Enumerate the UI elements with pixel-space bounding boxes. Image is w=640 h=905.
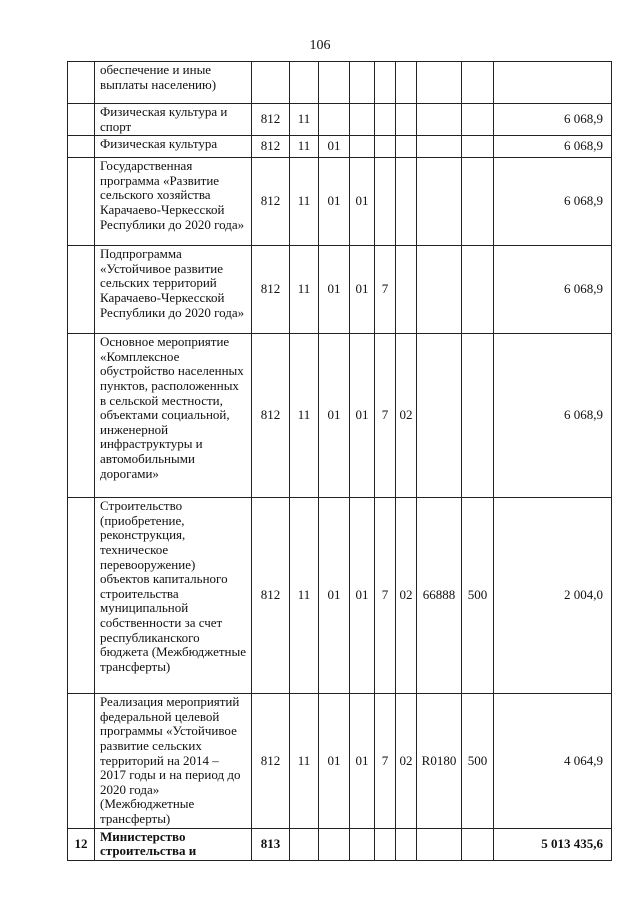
cell-c3: 01 bbox=[319, 694, 350, 828]
cell-c2: 11 bbox=[290, 334, 319, 498]
item-name-cell: Министерство строительства и bbox=[95, 828, 252, 860]
item-name-cell: Подпрограмма «Устойчивое развитие сельских территорий Карачаево-Черкесской Республики до 2020 года» bbox=[95, 246, 252, 334]
item-name-cell: Реализация мероприятий федеральной целевой программы «Устойчивое развитие сельских территорий на 2014 – 2017 годы и на период до 2020 года» (Межбюджетные трансферты) bbox=[95, 694, 252, 828]
amount-cell: 4 064,9 bbox=[494, 694, 612, 828]
cell-c6 bbox=[396, 828, 417, 860]
table-row bbox=[68, 62, 612, 104]
table-row bbox=[68, 828, 612, 860]
cell-c1: 812 bbox=[252, 246, 290, 334]
cell-c4: 01 bbox=[350, 498, 375, 694]
cell-c3: 01 bbox=[319, 334, 350, 498]
cell-c3 bbox=[319, 62, 350, 104]
cell-c8 bbox=[462, 104, 494, 136]
cell-c6: 02 bbox=[396, 334, 417, 498]
cell-c8 bbox=[462, 334, 494, 498]
cell-c4: 01 bbox=[350, 246, 375, 334]
cell-c8 bbox=[462, 136, 494, 158]
cell-c8 bbox=[462, 158, 494, 246]
cell-c4 bbox=[350, 828, 375, 860]
cell-c1: 812 bbox=[252, 104, 290, 136]
cell-c8: 500 bbox=[462, 694, 494, 828]
row-number-cell bbox=[68, 334, 95, 498]
cell-c1: 812 bbox=[252, 334, 290, 498]
cell-c7 bbox=[417, 828, 462, 860]
cell-c7: R0180 bbox=[417, 694, 462, 828]
cell-c7 bbox=[417, 334, 462, 498]
cell-c6: 02 bbox=[396, 498, 417, 694]
cell-c2: 11 bbox=[290, 694, 319, 828]
amount-cell bbox=[494, 62, 612, 104]
amount-cell: 6 068,9 bbox=[494, 246, 612, 334]
amount-cell: 2 004,0 bbox=[494, 498, 612, 694]
cell-c6: 02 bbox=[396, 694, 417, 828]
cell-c7: 66888 bbox=[417, 498, 462, 694]
cell-c1 bbox=[252, 62, 290, 104]
row-number-cell bbox=[68, 498, 95, 694]
row-number-cell bbox=[68, 136, 95, 158]
row-number-cell bbox=[68, 62, 95, 104]
item-name-cell: Строительство (приобретение, реконструкция, техническое перевооружение) объектов капитального строительства муниципальной собственности за счет республиканского бюджета (Межбюджетные трансферты) bbox=[95, 498, 252, 694]
item-name-cell: обеспечение и иные выплаты населению) bbox=[95, 62, 252, 104]
amount-cell: 5 013 435,6 bbox=[494, 828, 612, 860]
cell-c5 bbox=[375, 62, 396, 104]
cell-c2: 11 bbox=[290, 136, 319, 158]
cell-c5 bbox=[375, 158, 396, 246]
table-row bbox=[68, 136, 612, 158]
cell-c7 bbox=[417, 158, 462, 246]
cell-c8 bbox=[462, 246, 494, 334]
cell-c1: 813 bbox=[252, 828, 290, 860]
amount-cell: 6 068,9 bbox=[494, 334, 612, 498]
cell-c6 bbox=[396, 62, 417, 104]
cell-c3: 01 bbox=[319, 246, 350, 334]
cell-c4: 01 bbox=[350, 334, 375, 498]
amount-cell: 6 068,9 bbox=[494, 104, 612, 136]
cell-c5 bbox=[375, 828, 396, 860]
cell-c6 bbox=[396, 246, 417, 334]
cell-c8: 500 bbox=[462, 498, 494, 694]
table-row bbox=[68, 694, 612, 828]
cell-c5: 7 bbox=[375, 334, 396, 498]
row-number-cell bbox=[68, 694, 95, 828]
cell-c4: 01 bbox=[350, 694, 375, 828]
cell-c6 bbox=[396, 136, 417, 158]
cell-c2: 11 bbox=[290, 498, 319, 694]
cell-c5: 7 bbox=[375, 246, 396, 334]
cell-c8 bbox=[462, 828, 494, 860]
item-name-cell: Государственная программа «Развитие сельского хозяйства Карачаево-Черкесской Республики до 2020 года» bbox=[95, 158, 252, 246]
item-name-cell: Основное мероприятие «Комплексное обустройство населенных пунктов, расположенных в сельской местности, объектами социальной, инженерной инфраструктуры и автомобильными дорогами» bbox=[95, 334, 252, 498]
page-number: 106 bbox=[309, 38, 331, 53]
cell-c4 bbox=[350, 136, 375, 158]
row-number-cell bbox=[68, 104, 95, 136]
budget-table bbox=[67, 61, 612, 861]
table-row bbox=[68, 246, 612, 334]
cell-c7 bbox=[417, 104, 462, 136]
cell-c1: 812 bbox=[252, 694, 290, 828]
cell-c6 bbox=[396, 104, 417, 136]
cell-c2 bbox=[290, 828, 319, 860]
cell-c7 bbox=[417, 136, 462, 158]
cell-c2: 11 bbox=[290, 158, 319, 246]
cell-c1: 812 bbox=[252, 136, 290, 158]
cell-c2 bbox=[290, 62, 319, 104]
table-row bbox=[68, 158, 612, 246]
cell-c7 bbox=[417, 246, 462, 334]
row-number-cell bbox=[68, 158, 95, 246]
cell-c5 bbox=[375, 136, 396, 158]
cell-c2: 11 bbox=[290, 104, 319, 136]
amount-cell: 6 068,9 bbox=[494, 158, 612, 246]
table-row bbox=[68, 498, 612, 694]
cell-c5 bbox=[375, 104, 396, 136]
table-row bbox=[68, 104, 612, 136]
cell-c4: 01 bbox=[350, 158, 375, 246]
cell-c5: 7 bbox=[375, 498, 396, 694]
cell-c4 bbox=[350, 104, 375, 136]
cell-c3 bbox=[319, 828, 350, 860]
cell-c2: 11 bbox=[290, 246, 319, 334]
row-number-cell: 12 bbox=[68, 828, 95, 860]
amount-cell: 6 068,9 bbox=[494, 136, 612, 158]
cell-c6 bbox=[396, 158, 417, 246]
cell-c3: 01 bbox=[319, 158, 350, 246]
cell-c1: 812 bbox=[252, 498, 290, 694]
item-name-cell: Физическая культура bbox=[95, 136, 252, 158]
cell-c3: 01 bbox=[319, 498, 350, 694]
cell-c5: 7 bbox=[375, 694, 396, 828]
item-name-cell: Физическая культура и спорт bbox=[95, 104, 252, 136]
cell-c8 bbox=[462, 62, 494, 104]
cell-c1: 812 bbox=[252, 158, 290, 246]
cell-c4 bbox=[350, 62, 375, 104]
table-row bbox=[68, 334, 612, 498]
row-number-cell bbox=[68, 246, 95, 334]
cell-c3 bbox=[319, 104, 350, 136]
cell-c7 bbox=[417, 62, 462, 104]
cell-c3: 01 bbox=[319, 136, 350, 158]
